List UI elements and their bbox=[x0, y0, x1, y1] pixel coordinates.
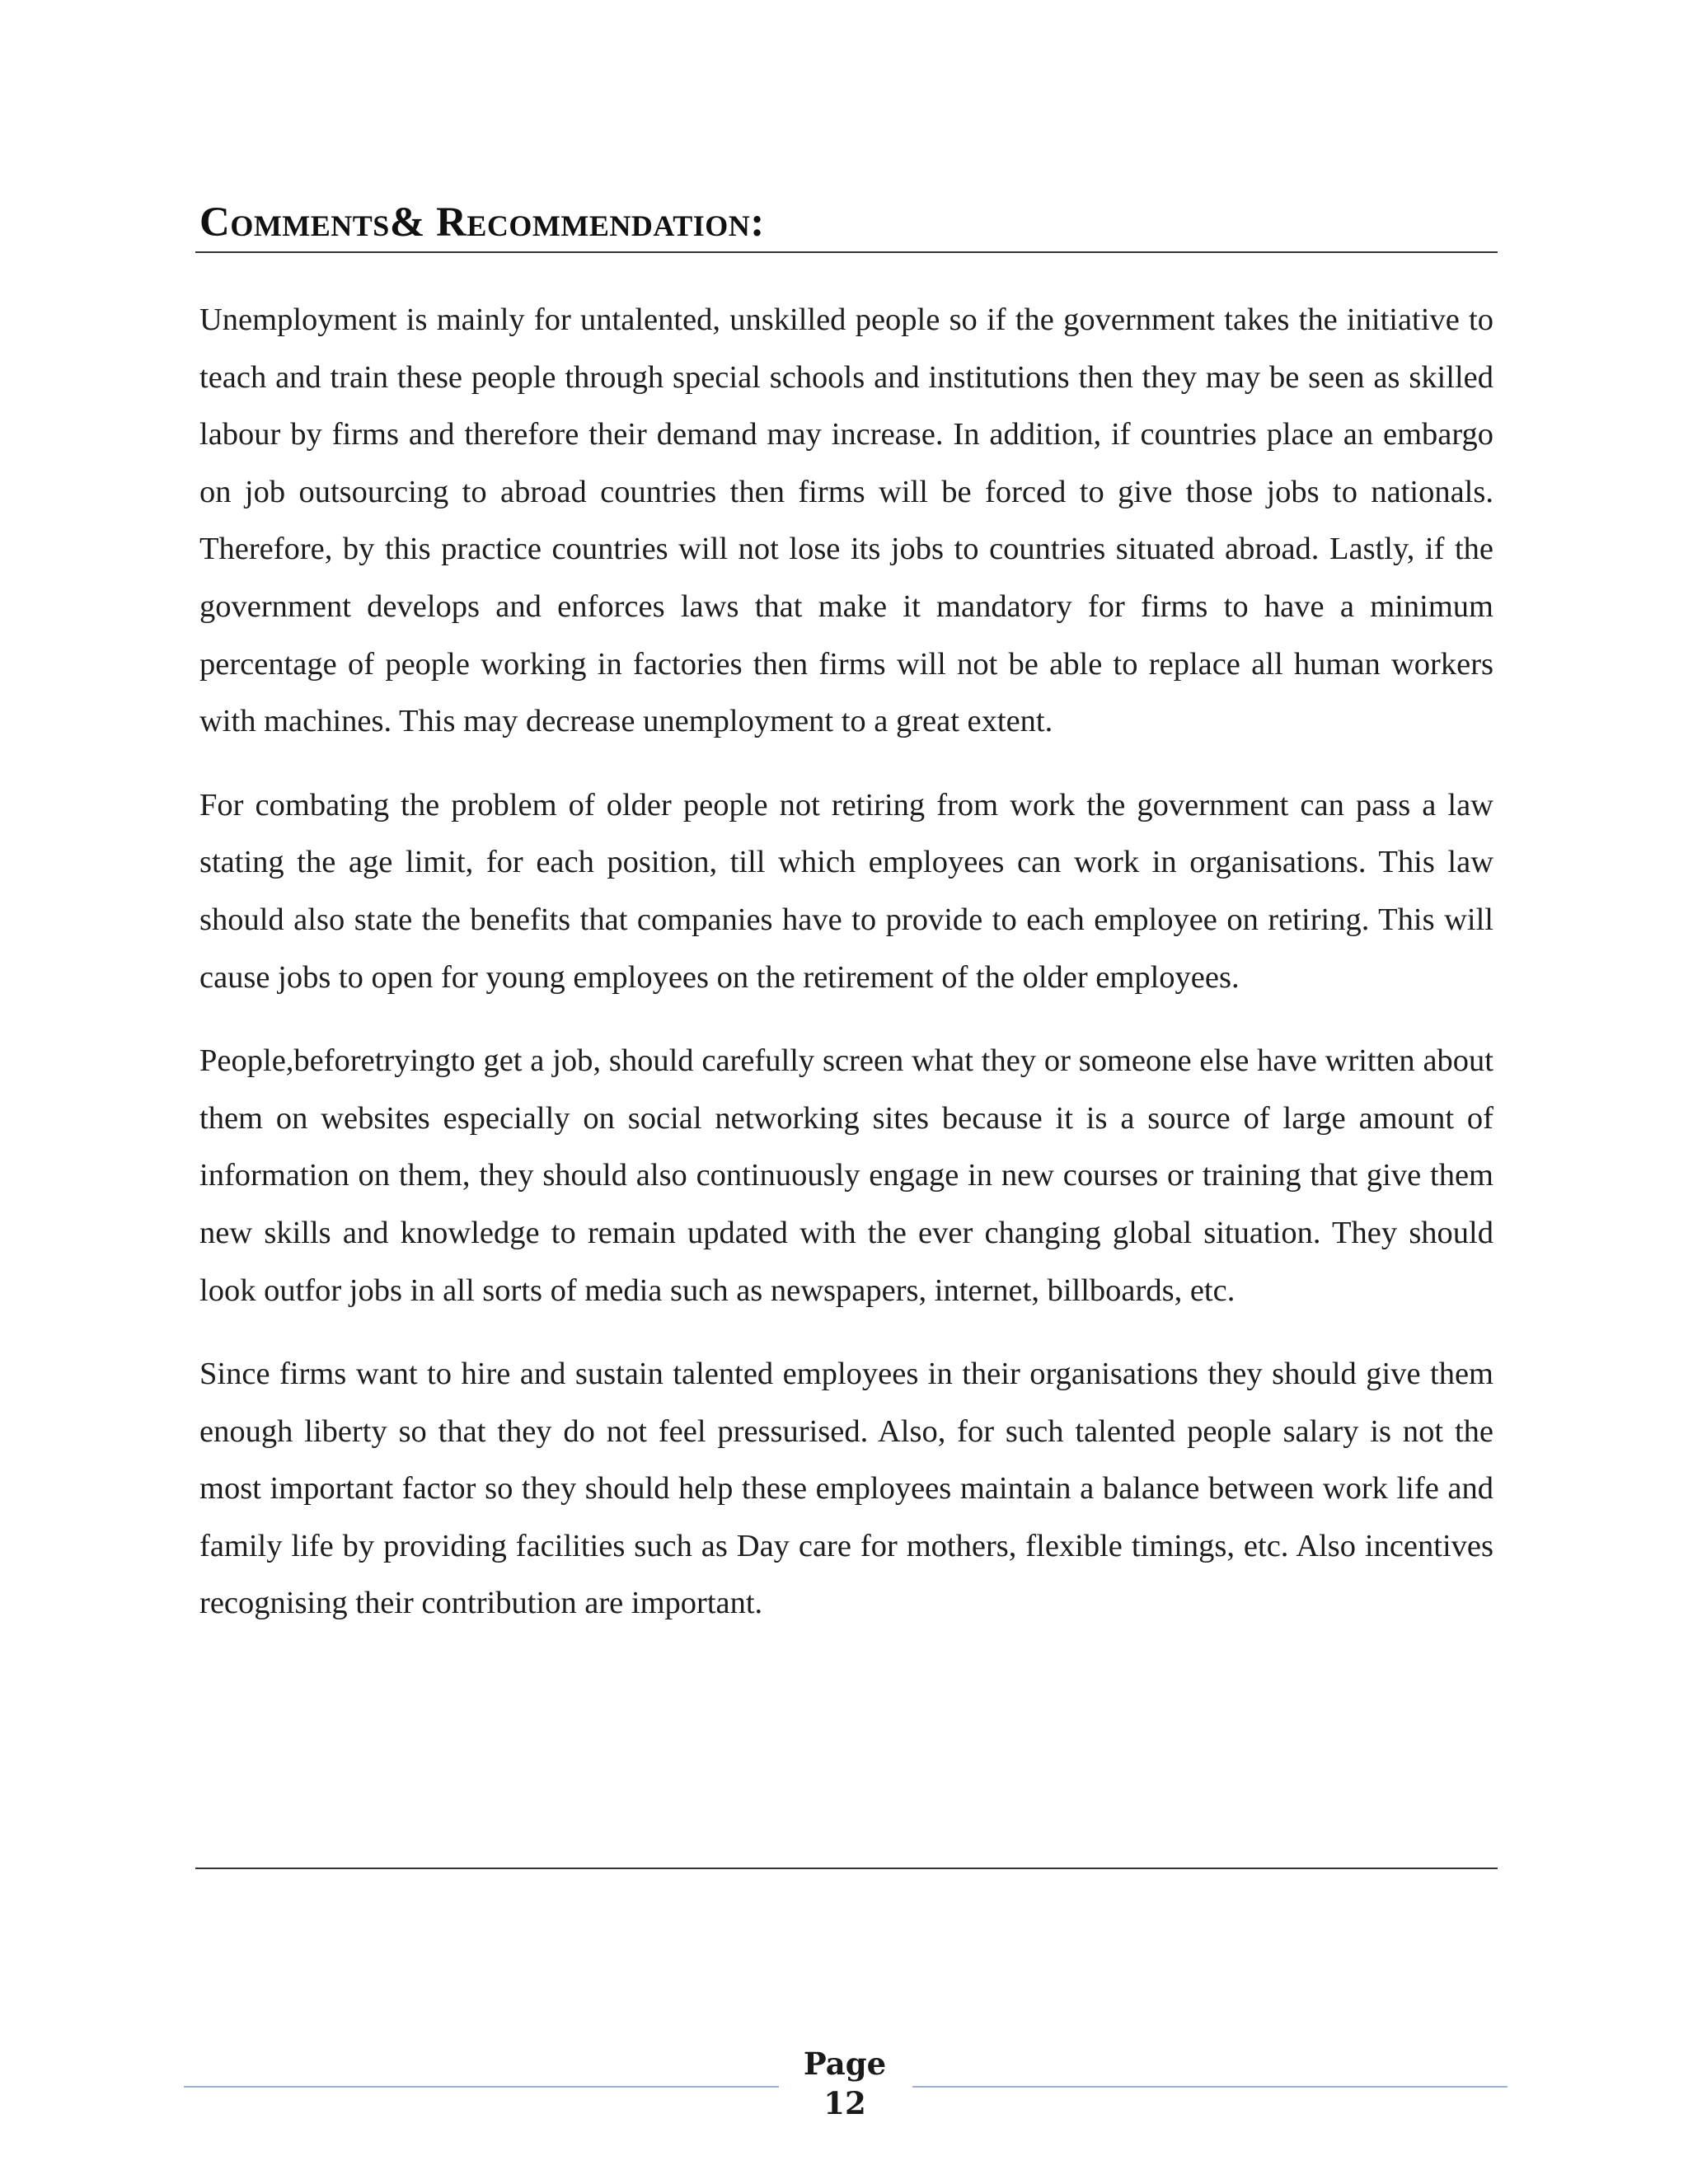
paragraph-retirement: For combating the problem of older people not retiring from work the government can pass a law stating the age limit, for each position, till which employees can work in organisations. This law should also state the benefits that companies have to provide to each employee on retiring. This will cause jobs to open for young employees on the retirement of the older employees. bbox=[199, 787, 1493, 995]
footer-divider bbox=[195, 1868, 1498, 1869]
paragraph-job-seekers: People,beforetryingto get a job, should carefully screen what they or someone else have written about them on websites especially on social networking sites because it is a source of large amount of information on them, they should also continuously engage in new courses or training that give them new skills and knowledge to remain updated with the ever changing global situation. They should look outfor jobs in all sorts of media such as newspapers, internet, billboards, etc. bbox=[199, 1043, 1493, 1308]
footer-line-left bbox=[184, 2086, 779, 2088]
paragraph-unemployment: Unemployment is mainly for untalented, unskilled people so if the government takes the initiative to teach and train these people through special schools and institutions then they may be seen as skilled labour by firms and therefore their demand may increase. In addition, if countries place an embargo on job outsourcing to abroad countries then firms will be forced to give those jobs to nationals. Therefore, by this practice countries will not lose its jobs to countries situated abroad. Lastly, if the government develops and enforces laws that make it mandatory for firms to have a minimum percentage of people working in factories then firms will not be able to replace all human workers with machines. This may decrease unemployment to a great extent. bbox=[199, 302, 1493, 739]
paragraph-talent-retention: Since firms want to hire and sustain talented employees in their organisations they should give them enough liberty so that they do not feel pressurised. Also, for such talented people salary is not the most important factor so they should help these employees maintain a balance between work life and family life by providing facilities such as Day care for mothers, flexible timings, etc. Also incentives recognising their contribution are important. bbox=[199, 1357, 1493, 1621]
page-label: Page bbox=[803, 2046, 887, 2082]
section-heading: Comments& Recommendation: bbox=[199, 199, 765, 246]
footer-line-right bbox=[912, 2086, 1507, 2088]
page-number: 12 bbox=[823, 2085, 866, 2121]
heading-divider bbox=[195, 251, 1498, 253]
page-footer bbox=[0, 2044, 1688, 2135]
body-text bbox=[199, 292, 1493, 1659]
